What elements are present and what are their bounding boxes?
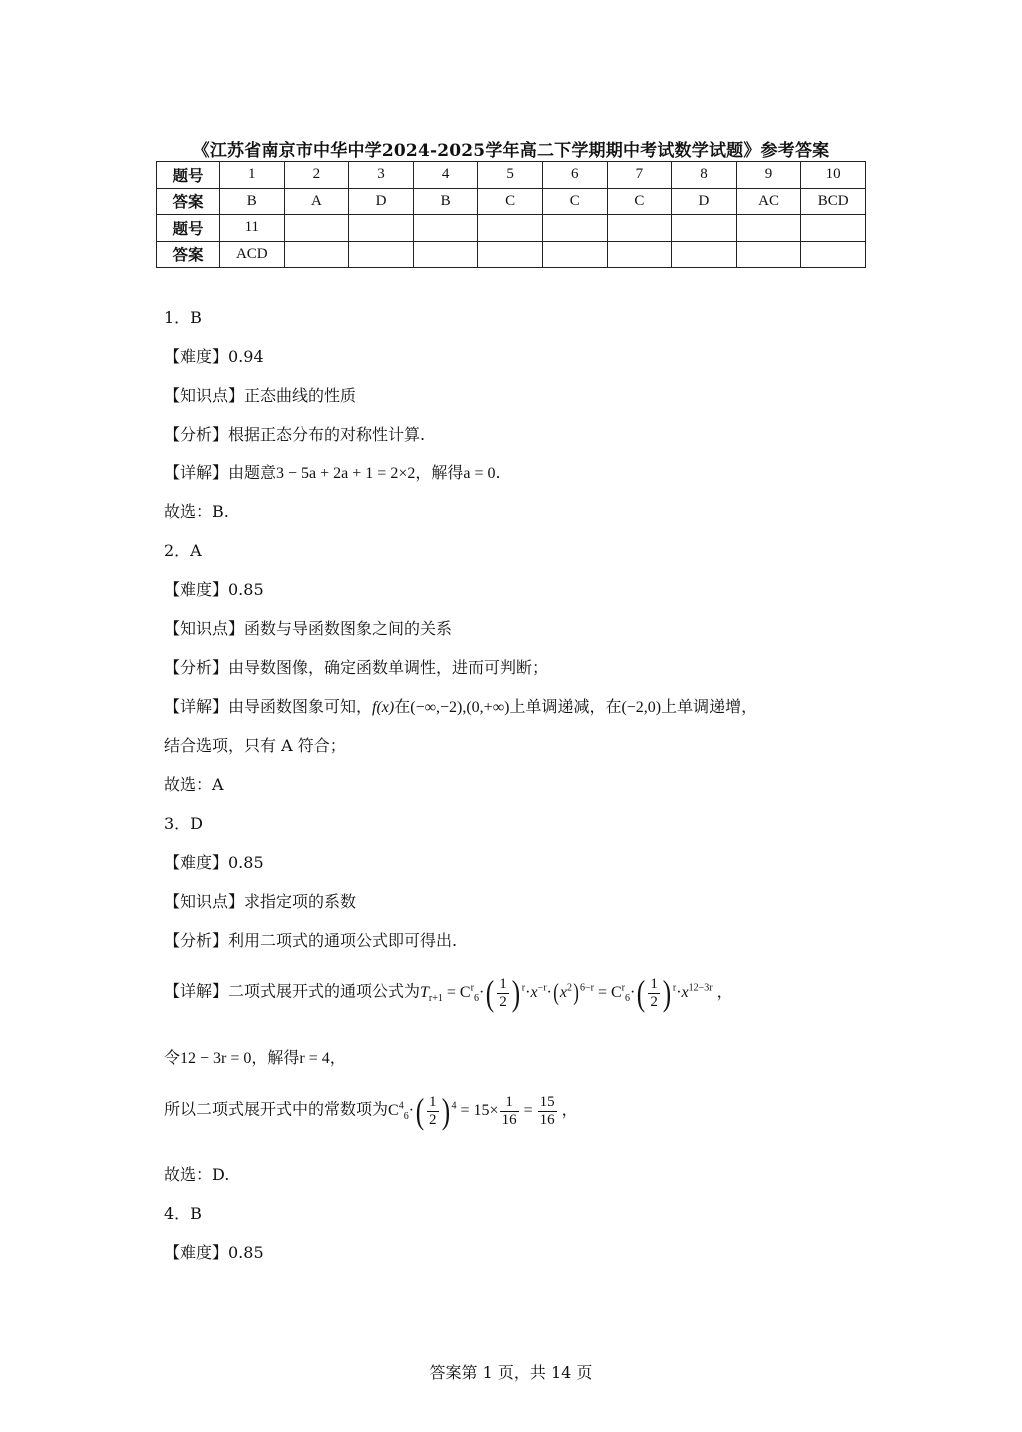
table-cell: [801, 241, 866, 268]
q2-analysis: 【分析】由导数图像，确定函数单调性，进而可判断；: [164, 658, 549, 677]
q1-detail-prefix: 【详解】由题意: [164, 463, 277, 482]
q3-detail-prefix: 【详解】二项式展开式的通项公式为: [164, 981, 421, 1001]
q1-detail-eq: 3 − 5a + 2a + 1 = 2×2: [276, 465, 416, 482]
table-cell: 7: [607, 162, 672, 189]
table-cell: [413, 215, 478, 242]
q3-constant-formula: $C^4_6\cdot$( $\frac{1}{2}$ ) $^4$ = 15× $\frac{1}{16}$ = $\frac{15}{16}$ ，: [388, 1091, 578, 1131]
q3-line2-res: r = 4: [299, 1050, 330, 1067]
table-cell: D: [672, 188, 737, 215]
table-row: [157, 162, 866, 189]
table-row: [157, 215, 866, 242]
q1-analysis: 【分析】根据正态分布的对称性计算.: [164, 425, 426, 444]
table-cell: C: [607, 188, 672, 215]
table-cell: [349, 241, 414, 268]
table-cell: 4: [413, 162, 478, 189]
table-cell: [542, 215, 607, 242]
q3-head: 3．D: [164, 814, 204, 833]
table-cell: B: [413, 188, 478, 215]
q1-choose: 故选：B.: [164, 502, 229, 521]
q2-detail-in: 在: [394, 697, 411, 716]
q2-detail-inc: 上单调递增，: [661, 697, 758, 716]
table-cell: 10: [801, 162, 866, 189]
table-cell: [478, 215, 543, 242]
table-cell: 1: [220, 162, 285, 189]
table-cell: 6: [542, 162, 607, 189]
table-row: [157, 241, 866, 268]
q2-detail-int2: (−2,0): [621, 699, 662, 716]
header-label: 题号: [157, 162, 220, 189]
answer-table: [156, 161, 866, 268]
table-cell: 11: [220, 215, 285, 242]
table-cell: 8: [672, 162, 737, 189]
q1-head: 1．B: [164, 308, 202, 327]
q2-detail: [164, 694, 757, 717]
q3-formula: $T_{r+1} = C^r_6\cdot$( $\frac{1}{2}$ ) $^r\cdot x^{-r}\cdot(x^2)^{6-r} = C^r_6\cdot$( $\frac{1}{2}$ ) $^r\cdot x^{12-3r}$ ，: [420, 973, 733, 1013]
q1-detail-res: a = 0: [463, 465, 496, 482]
q3-difficulty: 【难度】0.85: [164, 853, 264, 872]
table-row: [157, 188, 866, 215]
q3-line3: [164, 1093, 578, 1129]
table-cell: AC: [736, 188, 801, 215]
q2-detail-prefix: 【详解】由导函数图象可知，: [164, 697, 373, 716]
answer-label: 答案: [157, 241, 220, 268]
q3-line2-end: ，: [329, 1048, 346, 1067]
table-cell: [478, 241, 543, 268]
q2-detail-dec: 上单调递减，在: [509, 697, 622, 716]
table-cell: 9: [736, 162, 801, 189]
table-cell: C: [478, 188, 543, 215]
q2-choose: 故选：A: [164, 775, 224, 794]
table-cell: [607, 241, 672, 268]
table-cell: C: [542, 188, 607, 215]
table-cell: [284, 215, 349, 242]
table-cell: [413, 241, 478, 268]
table-cell: A: [284, 188, 349, 215]
page-footer: 答案第 1 页，共 14 页: [429, 1363, 593, 1382]
q2-detail-line2: 结合选项，只有 A 符合；: [164, 736, 346, 755]
q3-line2: [164, 1045, 346, 1068]
table-cell: [736, 215, 801, 242]
table-cell: ACD: [220, 241, 285, 268]
table-cell: BCD: [801, 188, 866, 215]
q4-head: 4．B: [164, 1204, 202, 1223]
q1-detail-end: .: [495, 463, 501, 482]
table-cell: [349, 215, 414, 242]
q3-detail: [164, 975, 733, 1011]
answer-label: 答案: [157, 188, 220, 215]
q3-line2-eq: 12 − 3r = 0: [180, 1050, 252, 1067]
q1-detail-mid: ，解得: [415, 463, 464, 482]
table-cell: B: [220, 188, 285, 215]
table-cell: 3: [349, 162, 414, 189]
q3-line2-prefix: 令: [164, 1048, 181, 1067]
q2-detail-int1: (−∞,−2),(0,+∞): [410, 699, 510, 716]
q1-detail: [164, 460, 501, 483]
page-title: 《江苏省南京市中华中学2024-2025学年高二下学期期中考试数学试题》参考答案: [192, 141, 830, 161]
q3-analysis: 【分析】利用二项式的通项公式即可得出.: [164, 931, 458, 950]
table-cell: D: [349, 188, 414, 215]
table-cell: [672, 215, 737, 242]
q1-knowledge: 【知识点】正态曲线的性质: [164, 386, 357, 405]
table-cell: [542, 241, 607, 268]
table-cell: 2: [284, 162, 349, 189]
table-cell: [801, 215, 866, 242]
table-cell: [736, 241, 801, 268]
q4-difficulty: 【难度】0.85: [164, 1243, 264, 1262]
table-cell: [672, 241, 737, 268]
q3-line3-prefix: 所以二项式展开式中的常数项为: [164, 1099, 389, 1119]
q2-head: 2．A: [164, 541, 202, 560]
table-cell: [607, 215, 672, 242]
table-cell: 5: [478, 162, 543, 189]
q3-knowledge: 【知识点】求指定项的系数: [164, 892, 357, 911]
q1-difficulty: 【难度】0.94: [164, 347, 264, 366]
header-label: 题号: [157, 215, 220, 242]
q2-difficulty: 【难度】0.85: [164, 580, 264, 599]
q2-knowledge: 【知识点】函数与导函数图象之间的关系: [164, 619, 453, 638]
q3-line2-mid: ，解得: [251, 1048, 300, 1067]
q3-choose: 故选：D.: [164, 1165, 230, 1184]
table-cell: [284, 241, 349, 268]
q2-detail-f: f(x): [372, 699, 395, 716]
